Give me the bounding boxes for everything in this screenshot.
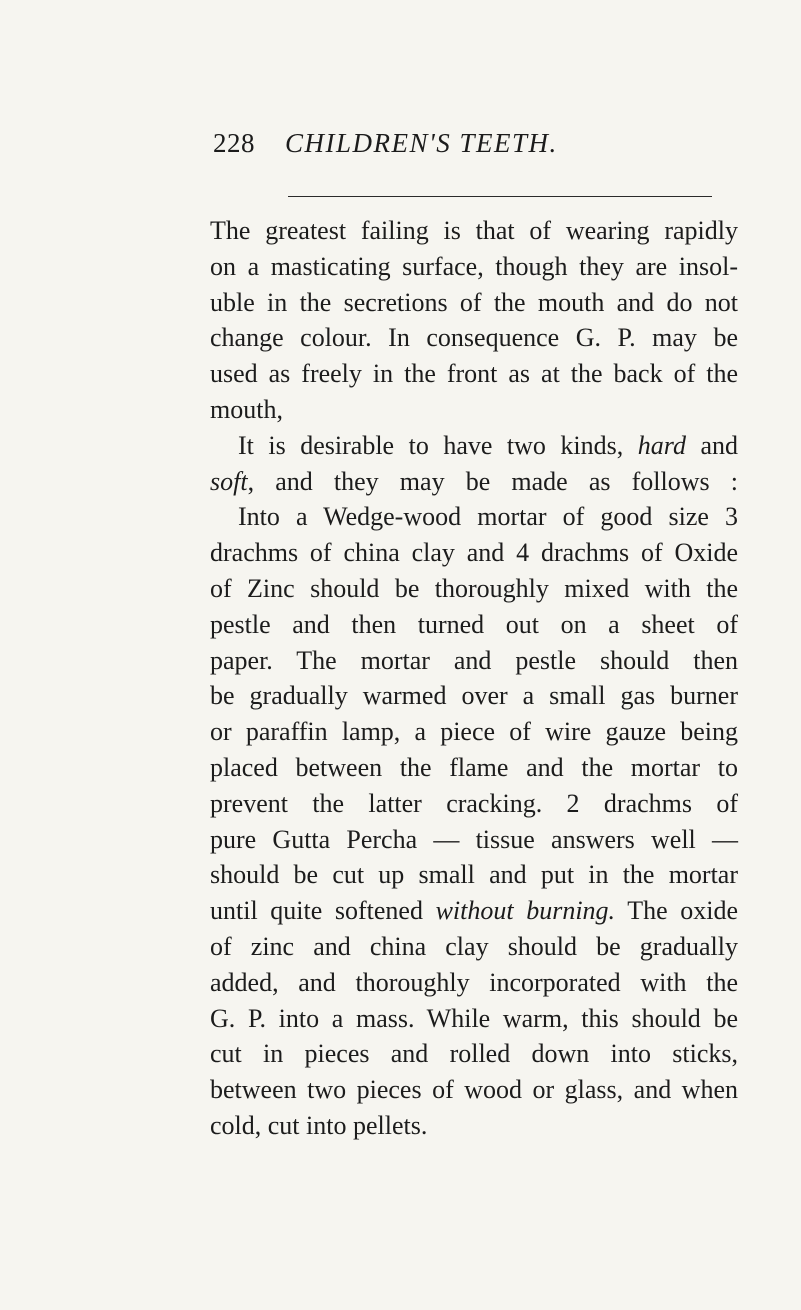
text-line: cold, cut into pellets. (210, 1110, 428, 1140)
text-line: on a masticating surface, though they are insol- (210, 251, 738, 281)
text-line: placed between the flame and the mortar to (210, 752, 738, 782)
running-title: CHILDREN'S TEETH. (285, 128, 558, 158)
text-line: uble in the secretions of the mouth and do not (210, 287, 738, 317)
text-line (210, 893, 738, 929)
text-line (210, 428, 738, 464)
text-run: until quite softened (210, 896, 423, 926)
text-run-italic: soft (210, 466, 248, 496)
text-run-italic: without burning. (435, 896, 616, 926)
text-run: The oxide (627, 896, 739, 926)
text-line: of zinc and china clay should be gradually (210, 931, 738, 961)
text-line: pure Gutta Percha — tissue answers well — (210, 824, 738, 854)
text-line: should be cut up small and put in the mortar (210, 860, 738, 890)
header-rule (288, 196, 712, 197)
text-line: be gradually warmed over a small gas burner (210, 681, 738, 711)
body-text (210, 213, 738, 1144)
text-line (210, 464, 738, 500)
page-number: 228 (213, 128, 255, 158)
text-line: used as freely in the front as at the back of the (210, 359, 738, 389)
text-line: pestle and then turned out on a sheet of (210, 609, 738, 639)
text-line: drachms of china clay and 4 drachms of Oxide (210, 538, 738, 568)
text-line: or paraffin lamp, a piece of wire gauze being (210, 717, 738, 747)
text-line: between two pieces of wood or glass, and when (210, 1075, 738, 1105)
text-line: Into a Wedge-wood mortar of good size 3 (238, 502, 738, 532)
text-run: , and they may be made as follows : (247, 466, 738, 496)
text-line: paper. The mortar and pestle should then (210, 645, 738, 675)
text-run: It is desirable to have two kinds, (238, 430, 624, 460)
text-line: mouth, (210, 394, 283, 424)
text-run-italic: hard (637, 430, 686, 460)
text-line: added, and thoroughly incorporated with the (210, 967, 738, 997)
text-line: change colour. In consequence G. P. may be (210, 323, 738, 353)
text-line: The greatest failing is that of wearing rapidly (210, 216, 738, 245)
running-head (213, 128, 773, 168)
text-line: cut in pieces and rolled down into sticks, (210, 1039, 738, 1069)
text-line: G. P. into a mass. While warm, this should be (210, 1003, 738, 1033)
text-line: prevent the latter cracking. 2 drachms of (210, 788, 738, 818)
text-run: and (700, 430, 739, 460)
text-line: of Zinc should be thoroughly mixed with the (210, 573, 738, 603)
